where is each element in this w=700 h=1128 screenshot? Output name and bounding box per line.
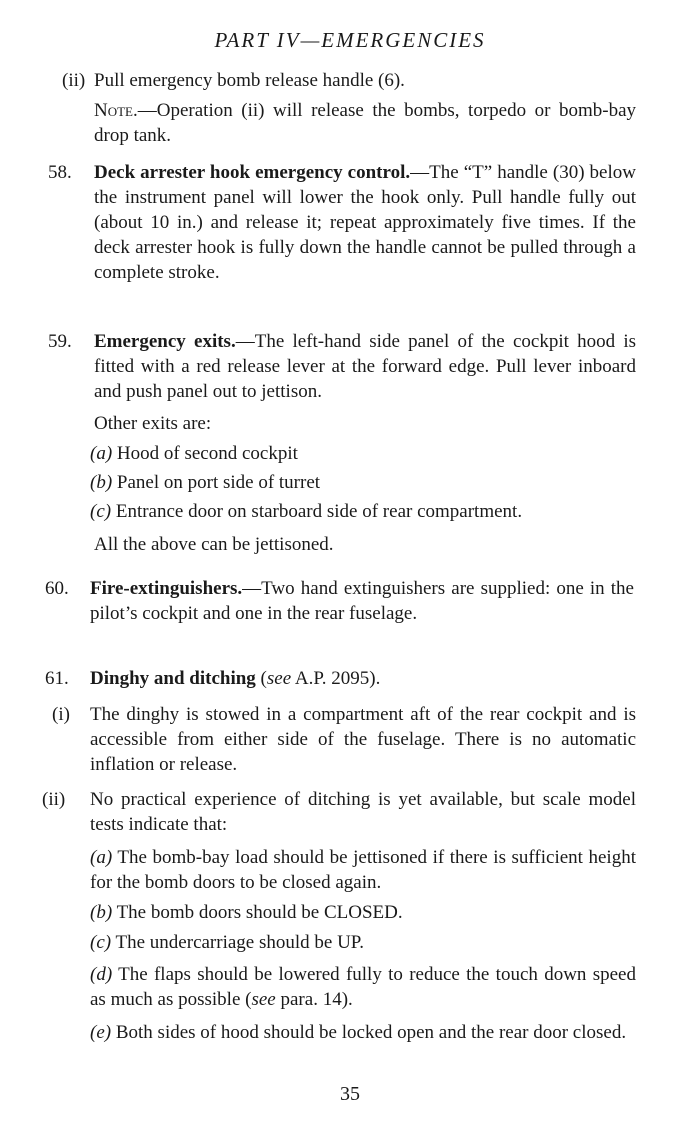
exits-closing: All the above can be jettisoned. — [94, 534, 334, 555]
point-letter: (b) — [90, 902, 113, 923]
exit-letter: (a) — [90, 443, 113, 464]
point-text: The bomb doors should be CLOSED. — [116, 902, 403, 923]
ref-rest: A.P. 2095). — [291, 668, 381, 689]
subitem-number: (i) — [52, 704, 70, 725]
point-letter: (d) — [90, 964, 113, 985]
point-letter: (c) — [90, 932, 112, 953]
ditching-point — [90, 845, 636, 895]
exit-letter: (b) — [90, 472, 113, 493]
note-text: —Operation (ii) will release the bombs, torpedo or bomb-bay drop tank. — [94, 100, 636, 146]
point-text: The flaps should be lowered fully to reduce the touch down speed as much as possible — [90, 964, 636, 1010]
paragraph-title: Emergency exits. — [94, 331, 236, 352]
subitem-text: No practical experience of ditching is yet available, but scale model tests indicate that: — [90, 789, 636, 835]
ditching-point — [90, 930, 636, 955]
exit-text: Entrance door on starboard side of rear compartment. — [115, 501, 523, 522]
paragraph-60 — [90, 576, 634, 626]
paragraph-number: 60. — [45, 578, 69, 599]
paragraph-number: 61. — [45, 668, 69, 689]
paragraph-text: —The left-hand side panel of the cockpit hood is fitted with a red release lever at the forward edge. Pull lever inboard and push panel out to jettison. — [94, 331, 637, 402]
paragraph-text: —The “T” handle (30) below the instrument panel will lower the hook only. Pull handle fully out (about 10 in.) and release it; repeat approximately five times. If the deck arrester hook is fully down the handle cannot be pulled through a complete stroke. — [94, 162, 636, 283]
note — [94, 98, 636, 148]
item-number: (ii) — [62, 70, 86, 91]
point-see: see — [251, 989, 276, 1010]
point-tail: para. 14). — [275, 989, 353, 1010]
paragraph-title: Dinghy and ditching — [90, 668, 256, 689]
paragraph-title: Deck arrester hook emergency control. — [94, 162, 411, 183]
subitem-number: (ii) — [42, 789, 66, 810]
paragraph-58 — [94, 160, 636, 285]
point-letter: (e) — [90, 1022, 112, 1043]
ref-open: ( — [260, 668, 267, 689]
paragraph-number: 58. — [48, 162, 72, 183]
paragraph-59 — [94, 329, 636, 404]
exit-text: Panel on port side of turret — [116, 472, 321, 493]
exit-item — [90, 441, 640, 466]
item-text: Pull emergency bomb release handle (6). — [94, 70, 405, 91]
paragraph-number: 59. — [48, 331, 72, 352]
point-letter: (a) — [90, 847, 113, 868]
subitem-text: The dinghy is stowed in a compartment aft of the rear cockpit and is accessible from either side of the fuselage. There is no automatic inflation or release. — [90, 704, 636, 775]
point-text: The undercarriage should be UP. — [115, 932, 365, 953]
ref-see: see — [266, 668, 292, 689]
exit-letter: (c) — [90, 501, 112, 522]
exit-item — [90, 470, 640, 495]
other-exits-label: Other exits are: — [94, 413, 212, 434]
paragraph-text: —Two hand extinguishers are supplied: one in the pilot’s cockpit and one in the rear fuselage. — [90, 578, 634, 624]
page-number: 35 — [340, 1083, 360, 1105]
paragraph-61-heading — [90, 666, 638, 691]
ditching-point — [90, 900, 636, 925]
ditching-point: (d) The flaps should be lowered fully to reduce the touch down speed as much as possible (see para. 14). — [90, 964, 636, 1010]
ditching-point — [90, 1020, 636, 1045]
exit-text: Hood of second cockpit — [116, 443, 298, 464]
page-header: PART IV—EMERGENCIES — [214, 28, 486, 52]
paragraph-title: Fire-extinguishers. — [90, 578, 243, 599]
point-text: The bomb-bay load should be jettisoned if there is sufficient height for the bomb doors to be closed again. — [90, 847, 636, 893]
point-text: Both sides of hood should be locked open and the rear door closed. — [115, 1022, 627, 1043]
exit-item — [90, 499, 650, 524]
note-label: Note. — [94, 100, 138, 121]
